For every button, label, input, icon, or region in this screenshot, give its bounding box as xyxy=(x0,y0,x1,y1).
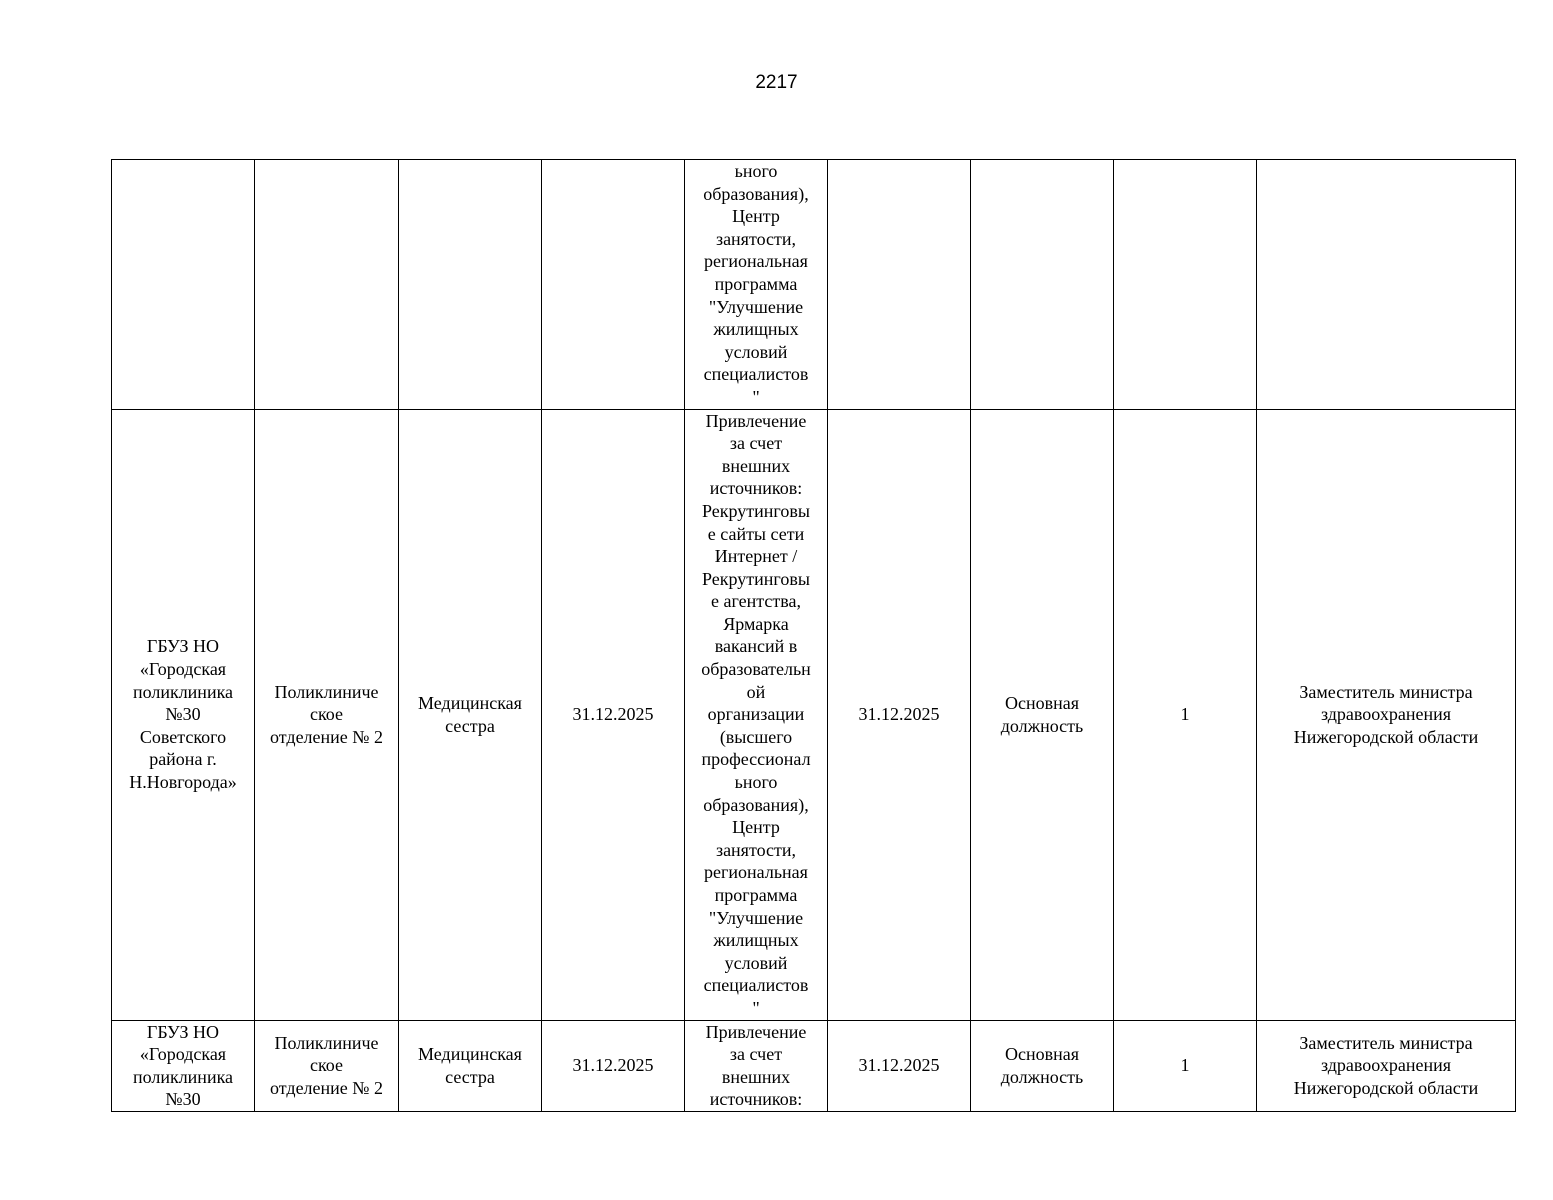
vacancy-table xyxy=(111,159,1516,1112)
table-cell-position xyxy=(399,160,542,410)
table-cell-position-type: Основная должность xyxy=(971,409,1114,1020)
table-cell-responsible: Заместитель министра здравоохранения Нижегородской области xyxy=(1257,409,1516,1020)
table-cell-deadline: 31.12.2025 xyxy=(828,409,971,1020)
table-cell-recruitment-source: Привлечение за счет внешних источников: Рекрутинговы е сайты сети Интернет / Рекрутинговы е агентства, Ярмарка вакансий в образовательн ой организации (высшего профессионал ьного образования), Центр занятости, региональная программа "Улучшение жилищных условий специалистов " xyxy=(685,409,828,1020)
table-cell-responsible xyxy=(1257,160,1516,410)
table-row xyxy=(112,1020,1516,1111)
table-cell-recruitment-source: Привлечение за счет внешних источников: xyxy=(685,1020,828,1111)
table-cell-responsible: Заместитель министра здравоохранения Нижегородской области xyxy=(1257,1020,1516,1111)
table-cell-department: Поликлиниче ское отделение № 2 xyxy=(255,1020,399,1111)
table-cell-date: 31.12.2025 xyxy=(542,1020,685,1111)
table-cell-organization xyxy=(112,160,255,410)
table-cell-organization: ГБУЗ НО «Городская поликлиника №30 xyxy=(112,1020,255,1111)
table-cell-deadline: 31.12.2025 xyxy=(828,1020,971,1111)
table-row xyxy=(112,160,1516,410)
table-cell-date: 31.12.2025 xyxy=(542,409,685,1020)
table-cell-count: 1 xyxy=(1114,409,1257,1020)
table-cell-department: Поликлиниче ское отделение № 2 xyxy=(255,409,399,1020)
table-cell-recruitment-source: ьного образования), Центр занятости, региональная программа "Улучшение жилищных условий специалистов " xyxy=(685,160,828,410)
table-cell-position: Медицинская сестра xyxy=(399,1020,542,1111)
table-cell-organization: ГБУЗ НО «Городская поликлиника №30 Советского района г. Н.Новгорода» xyxy=(112,409,255,1020)
table-row xyxy=(112,409,1516,1020)
table-cell-position: Медицинская сестра xyxy=(399,409,542,1020)
page-number: 2217 xyxy=(755,72,798,93)
table-cell-position-type xyxy=(971,160,1114,410)
table-cell-count: 1 xyxy=(1114,1020,1257,1111)
table-cell-department xyxy=(255,160,399,410)
table-cell-date xyxy=(542,160,685,410)
table-cell-position-type: Основная должность xyxy=(971,1020,1114,1111)
table-cell-deadline xyxy=(828,160,971,410)
table-cell-count xyxy=(1114,160,1257,410)
